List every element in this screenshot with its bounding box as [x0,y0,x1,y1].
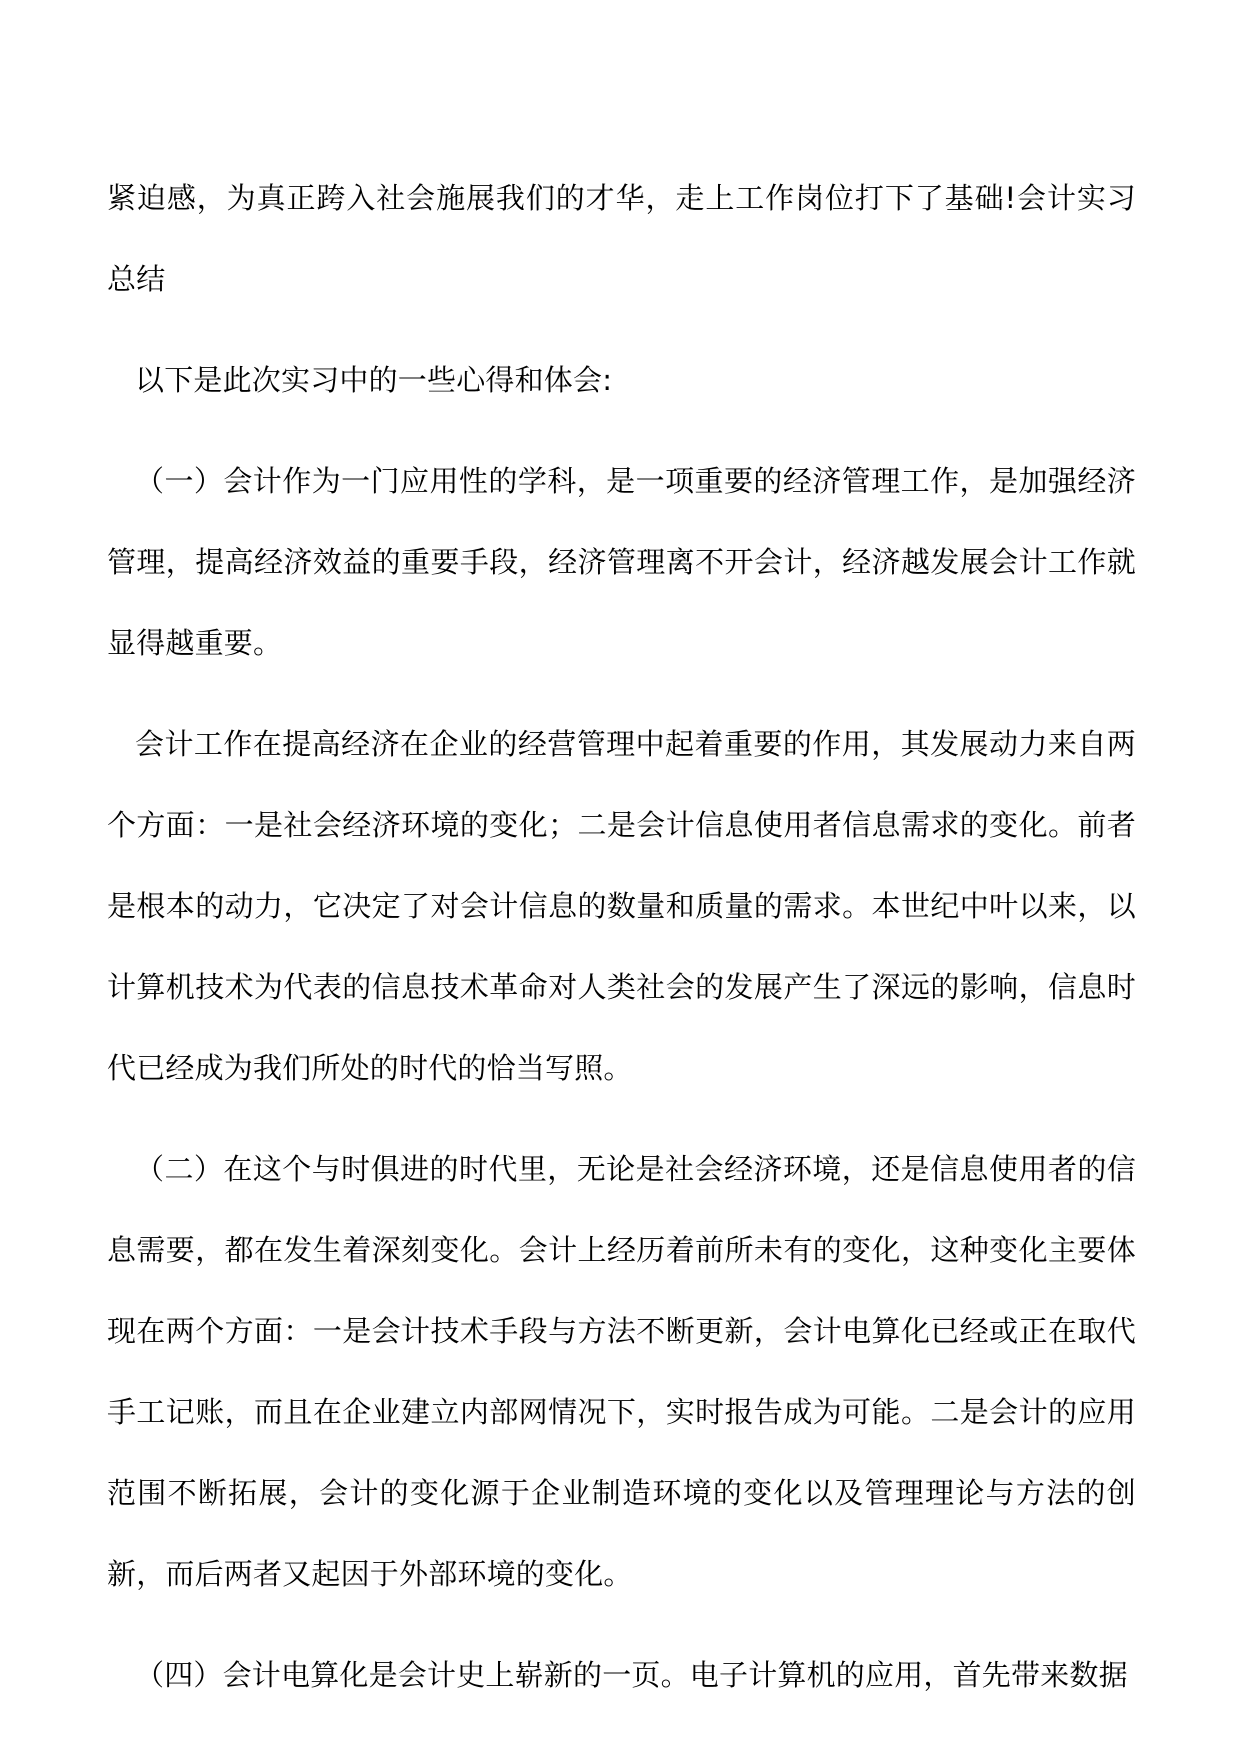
document-body [107,158,1136,1736]
paragraph-section-two: （二）在这个与时俱进的时代里，无论是社会经济环境，还是信息使用者的信息需要，都在发生着深刻变化。会计上经历着前所未有的变化，这种变化主要体现在两个方面：一是会计技术手段与方法不断更新，会计电算化已经或正在取代手工记账，而且在企业建立内部网情况下，实时报告成为可能。二是会计的应用范围不断拓展，会计的变化源于企业制造环境的变化以及管理理论与方法的创新，而后两者又起因于外部环境的变化。 [107,1152,1136,1591]
paragraph-continuation: 紧迫感，为真正跨入社会施展我们的才华，走上工作岗位打下了基础!会计实习总结 [107,181,1136,296]
paragraph-accounting-role: 会计工作在提高经济在企业的经营管理中起着重要的作用，其发展动力来自两个方面：一是社会经济环境的变化；二是会计信息使用者信息需求的变化。前者是根本的动力，它决定了对会计信息的数量和质量的需求。本世纪中叶以来，以计算机技术为代表的信息技术革命对人类社会的发展产生了深远的影响，信息时代已经成为我们所处的时代的恰当写照。 [107,727,1136,1085]
paragraph-intro: 以下是此次实习中的一些心得和体会: [135,363,613,397]
paragraph-section-one: （一）会计作为一门应用性的学科，是一项重要的经济管理工作，是加强经济管理，提高经济效益的重要手段，经济管理离不开会计，经济越发展会计工作就显得越重要。 [107,464,1136,660]
paragraph-section-four: （四）会计电算化是会计史上崭新的一页。电子计算机的应用，首先带来数据 [135,1658,1128,1692]
